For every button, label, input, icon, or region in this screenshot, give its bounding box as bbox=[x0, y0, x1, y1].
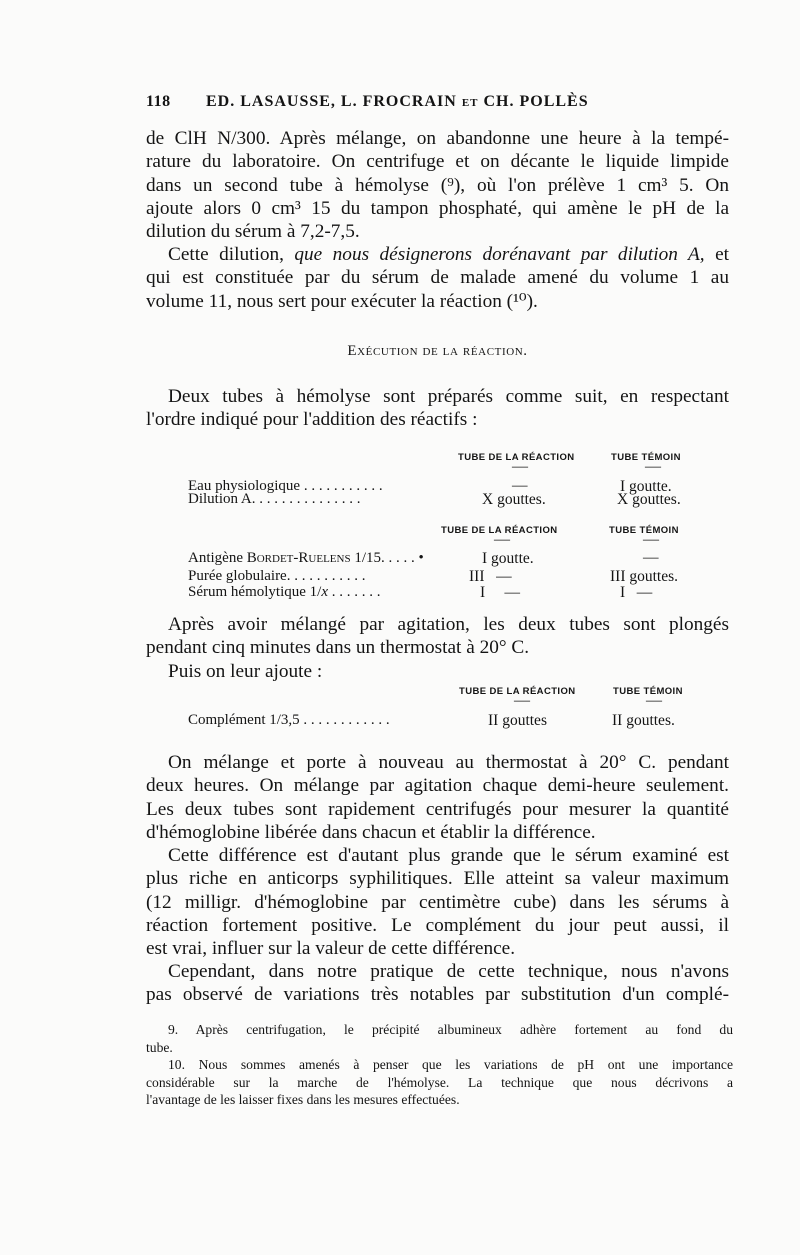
column-rule: — bbox=[512, 458, 528, 475]
text-line: l'ordre indiqué pour l'addition des réactifs : bbox=[146, 409, 478, 431]
paragraph-addition bbox=[146, 660, 729, 683]
cell-reaction: I goutte. bbox=[482, 550, 534, 567]
cell-reaction: X gouttes. bbox=[482, 491, 546, 508]
text-line: Après avoir mélangé par agitation, les deux tubes sont plongés bbox=[168, 614, 729, 635]
text-line: est vrai, influer sur la valeur de cette différence. bbox=[146, 938, 516, 960]
row-label: Sérum hémolytique 1/x . . . . . . . bbox=[188, 584, 381, 600]
text-line: rature du laboratoire. On centrifuge et on décante le liquide limpide bbox=[146, 151, 729, 173]
footnote-9-cont: tube. bbox=[146, 1039, 173, 1055]
row-label: Purée globulaire. . . . . . . . . . . bbox=[188, 568, 366, 584]
column-header-control: TUBE TÉMOIN bbox=[611, 452, 681, 463]
paragraph-practice bbox=[146, 960, 729, 1007]
text-line: Les deux tubes sont rapidement centrifugés pour mesurer la quantité bbox=[146, 798, 729, 820]
footnote-9: 9. Après centrifugation, le précipité albumineux adhère fortement au fond du bbox=[168, 1022, 733, 1037]
column-header-reaction: TUBE DE LA RÉACTION bbox=[458, 452, 575, 463]
paragraph-agitation bbox=[146, 613, 729, 660]
footnotes bbox=[146, 1021, 733, 1109]
row-label: Eau physiologique . . . . . . . . . . . bbox=[188, 478, 383, 494]
text-line: Cette dilution, que nous désignerons dorénavant par dilution A, et bbox=[168, 244, 729, 265]
column-header-reaction: TUBE DE LA RÉACTION bbox=[441, 525, 558, 536]
text-line: d'hémoglobine libérée dans chacun et établir la différence. bbox=[146, 821, 596, 843]
text-line: pas observé de variations très notables par substitution d'un complé- bbox=[146, 984, 729, 1006]
running-head-authors: ED. LASAUSSE, L. FROCRAIN et CH. POLLÈS bbox=[206, 93, 589, 110]
text-line: plus riche en anticorps syphilitiques. Elle atteint sa valeur maximum bbox=[146, 868, 729, 890]
text-line: deux heures. On mélange par agitation chaque demi-heure seulement. bbox=[146, 775, 729, 797]
text-line: Cette différence est d'autant plus grande que le sérum examiné est bbox=[168, 845, 729, 866]
column-rule: — bbox=[494, 531, 510, 548]
paragraph-continuation bbox=[146, 127, 729, 243]
section-heading: Exécution de la réaction. bbox=[347, 343, 528, 359]
text-line: de ClH N/300. Après mélange, on abandonne une heure à la tempé- bbox=[146, 128, 729, 149]
paragraph-preparation bbox=[146, 385, 729, 432]
text-line: Deux tubes à hémolyse sont préparés comme suit, en respectant bbox=[168, 386, 729, 407]
cell-reaction: — bbox=[512, 477, 528, 494]
text-line: pendant cinq minutes dans un thermostat à 20° C. bbox=[146, 637, 530, 659]
row-label: Complément 1/3,5 . . . . . . . . . . . . bbox=[188, 712, 390, 728]
column-header-reaction: TUBE DE LA RÉACTION bbox=[459, 686, 576, 697]
cell-control: I goutte. bbox=[620, 478, 672, 495]
cell-reaction: III — bbox=[469, 568, 512, 585]
paragraph-thermostat bbox=[146, 751, 729, 844]
page-number: 118 bbox=[146, 93, 171, 110]
paragraph-difference bbox=[146, 844, 729, 960]
footnote-10-end: l'avantage de les laisser fixes dans les mesures effectuées. bbox=[146, 1092, 460, 1107]
running-header bbox=[146, 93, 666, 119]
footnote-10-cont: considérable sur la marche de l'hémolyse. La technique que nous décrivons a bbox=[146, 1074, 733, 1090]
text-line: Puis on leur ajoute : bbox=[168, 661, 323, 682]
column-rule: — bbox=[645, 458, 661, 475]
column-rule: — bbox=[646, 692, 662, 709]
text-line: ajoute alors 0 cm³ 15 du tampon phosphaté, qui amène le pH de la bbox=[146, 197, 729, 219]
cell-control: — bbox=[643, 549, 659, 566]
row-label: Dilution A. . . . . . . . . . . . . . . bbox=[188, 491, 361, 507]
text-line: dilution du sérum à 7,2-7,5. bbox=[146, 221, 360, 243]
column-rule: — bbox=[643, 531, 659, 548]
text-line: (12 milligr. d'hémoglobine par centimètre cube) dans les sérums à bbox=[146, 891, 729, 913]
paragraph-dilution-a bbox=[146, 243, 729, 313]
text-line: Cependant, dans notre pratique de cette technique, nous n'avons bbox=[168, 961, 729, 982]
column-header-control: TUBE TÉMOIN bbox=[613, 686, 683, 697]
cell-control: X gouttes. bbox=[617, 491, 681, 508]
text-line: volume 11, nous sert pour exécuter la réaction (¹⁰). bbox=[146, 290, 538, 312]
cell-control: III gouttes. bbox=[610, 568, 679, 585]
cell-reaction: II gouttes bbox=[488, 712, 547, 729]
cell-control: I — bbox=[620, 584, 653, 601]
text-line: On mélange et porte à nouveau au thermostat à 20° C. pendant bbox=[168, 752, 729, 773]
column-rule: — bbox=[514, 692, 530, 709]
cell-reaction: I — bbox=[480, 584, 521, 601]
emphasis-dilution-a: que nous désignerons dorénavant par dilution A, bbox=[294, 244, 705, 265]
footnote-10: 10. Nous sommes amenés à penser que les variations de pH ont une importance bbox=[168, 1057, 733, 1072]
column-header-control: TUBE TÉMOIN bbox=[609, 525, 679, 536]
text-line: dans un second tube à hémolyse (⁹), où l'on prélève 1 cm³ 5. On bbox=[146, 174, 729, 196]
row-label: Antigène Bordet-Ruelens 1/15. . . . . • bbox=[188, 550, 424, 566]
text-line: qui est constituée par du sérum de malade amené du volume 1 au bbox=[146, 267, 729, 289]
text-line: réaction fortement positive. Le complément du jour peut aussi, il bbox=[146, 914, 729, 936]
cell-control: II gouttes. bbox=[612, 712, 675, 729]
